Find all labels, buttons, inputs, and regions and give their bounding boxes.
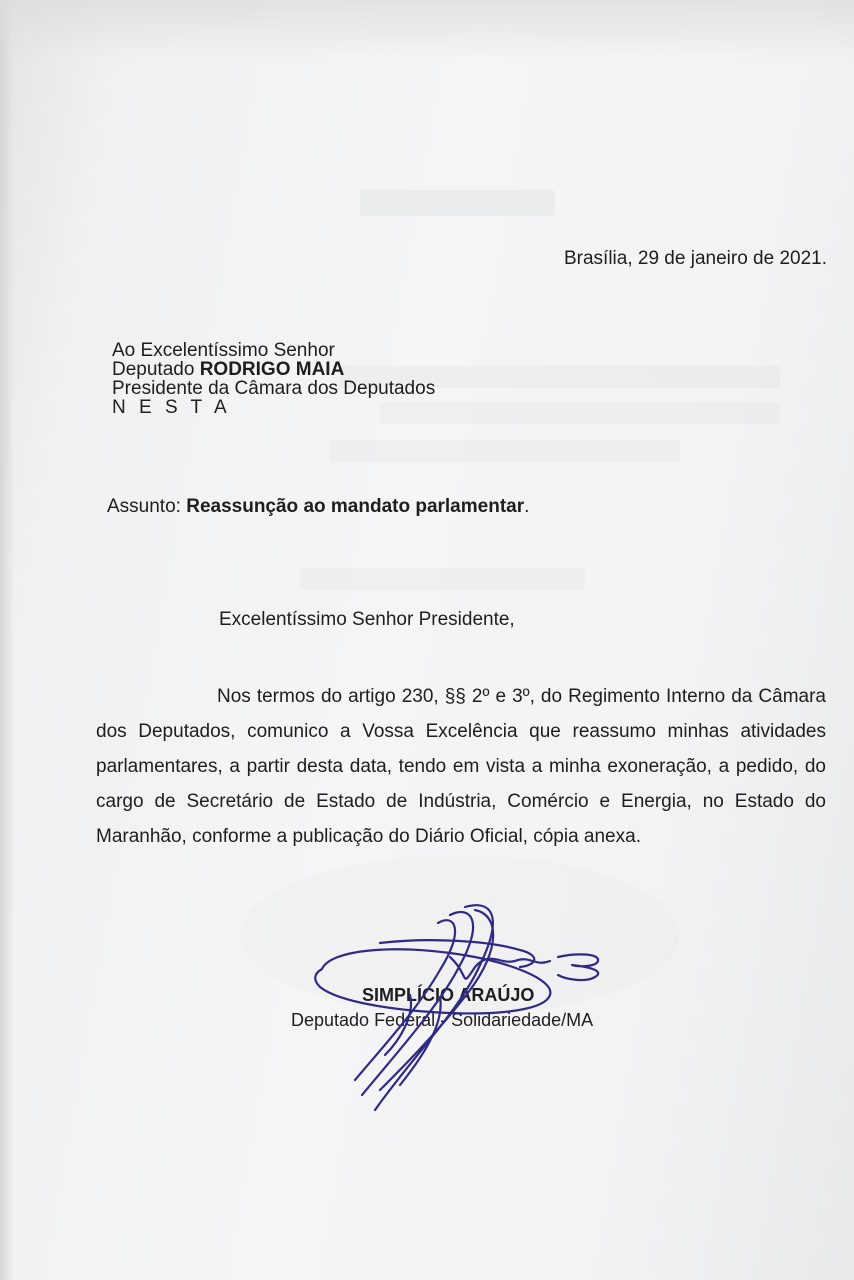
signatory-role: Deputado Federal - Solidariedade/MA xyxy=(291,1010,594,1030)
addressee-name-line xyxy=(112,360,435,379)
addressee-name: RODRIGO MAIA xyxy=(199,359,345,380)
subject-label: Assunto: xyxy=(107,496,187,517)
salutation: Excelentíssimo Senhor Presidente, xyxy=(219,609,515,630)
addressee-greeting: Ao Excelentíssimo Senhor xyxy=(112,340,335,361)
subject-text: Reassunção ao mandato parlamentar xyxy=(186,496,525,517)
body-paragraph: Nos termos do artigo 230, §§ 2º e 3º, do Regimento Interno da Câmara dos Deputados, comunico a Vossa Excelência que reassumo minhas atividades parlamentares, a partir desta data, tendo em vista a minha exoneração, a pedido, do cargo de Secretário de Estado de Indústria, Comércio e Energia, no Estado do Maranhão, conforme a publicação do Diário Oficial, cópia anexa. xyxy=(96,686,826,847)
subject-end: . xyxy=(524,496,530,517)
addressee-location: N E S T A xyxy=(112,397,231,418)
addressee-position: Presidente da Câmara dos Deputados xyxy=(112,378,436,399)
date-line: Brasília, 29 de janeiro de 2021. xyxy=(563,248,827,269)
addressee-title: Deputado xyxy=(112,359,200,380)
handwritten-signature xyxy=(300,895,620,1120)
subject-line xyxy=(107,495,529,519)
signatory-name: SIMPLÍCIO ARAÚJO xyxy=(362,985,535,1005)
addressee-block xyxy=(112,341,435,417)
